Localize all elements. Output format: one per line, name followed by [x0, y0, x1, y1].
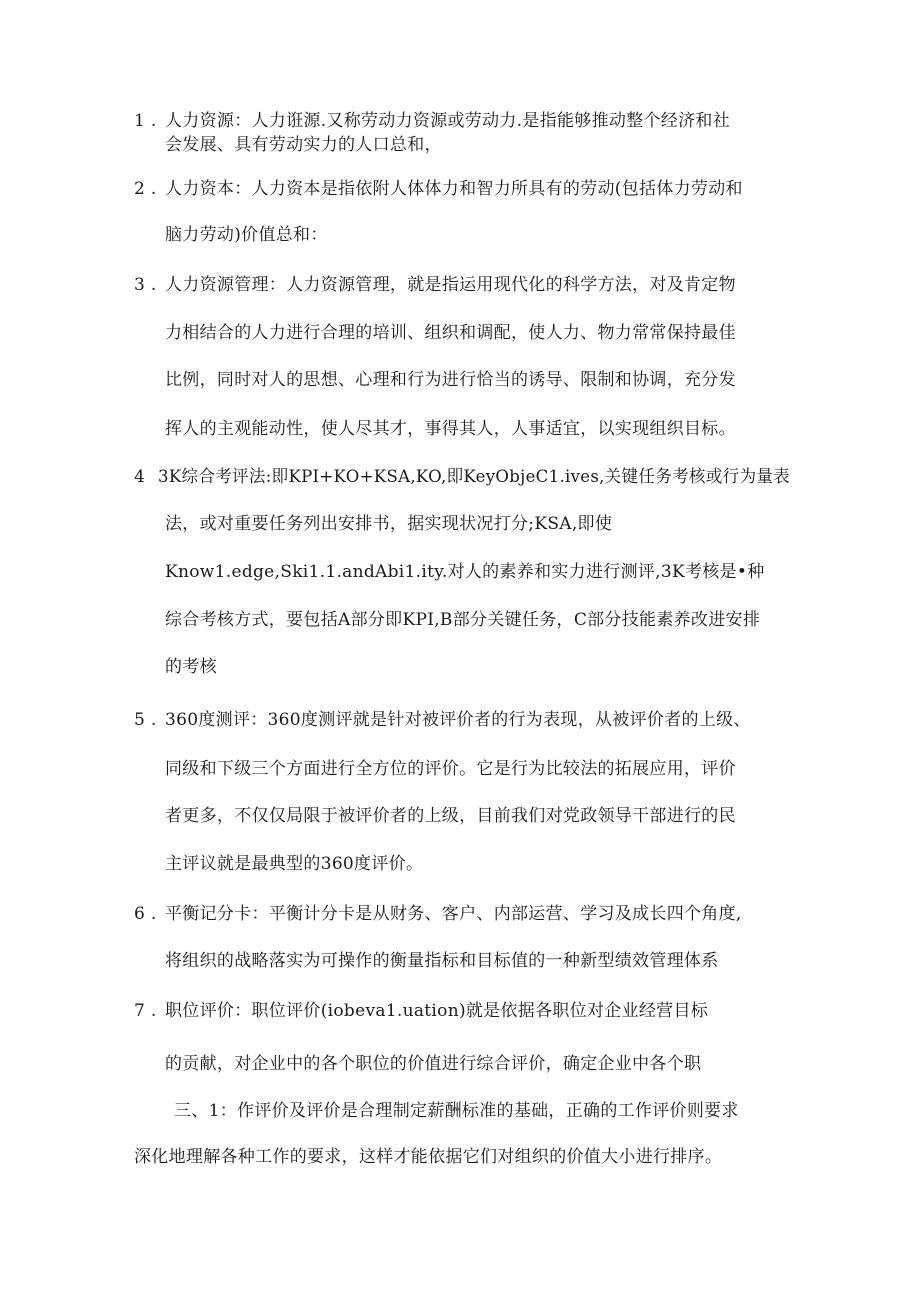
item-7-number: 7 . [134, 1001, 157, 1021]
item-2-line-2: 脑力劳动)价值总和： [165, 225, 328, 245]
item-4-line-4: 综合考核方式，要包括A部分即KPI,B部分关键任务，C部分技能素养改进安排 [165, 610, 761, 630]
item-6-line-1: 平衡记分卡：平衡计分卡是从财务、客户、内部运营、学习及成长四个角度, [165, 904, 742, 924]
item-5-line-3: 者更多，不仅仅局限于被评价者的上级，目前我们对党政领导干部进行的民 [165, 806, 736, 826]
item-4-line-3: Know1.edge,Ski1.1.andAbi1.ity.对人的素养和实力进行测评,3K考核是•种 [165, 562, 765, 582]
item-5-number: 5 . [134, 710, 157, 730]
item-4-line-5: 的考核 [165, 657, 217, 677]
item-6-line-2: 将组织的战略落实为可操作的衡量指标和目标值的一种新型绩效管理体系 [165, 951, 719, 971]
item-4-number: 4 [134, 467, 146, 487]
item-1-number: 1 . [134, 111, 157, 131]
item-7-line-1: 职位评价：职位评价(iobeva1.uation)就是依据各职位对企业经营目标 [165, 1001, 709, 1021]
item-4-line-1: 3K综合考评法:即KPI+KO+KSA,KO,即KeyObjeC1.ives,关键任务考核或行为量表 [158, 467, 791, 487]
item-5-line-1: 360度测评：360度测评就是针对被评价者的行为表现，从被评价者的上级、 [165, 710, 751, 730]
item-3-line-3: 比例，同时对人的思想、心理和行为进行恰当的诱导、限制和协调，充分发 [165, 370, 736, 390]
item-2-number: 2 . [134, 179, 157, 199]
item-4-line-2: 法，或对重要任务列出安排书，据实现状况打分;KSA,即使 [165, 514, 613, 534]
closing-line-1: 三、1：作评价及评价是合理制定薪酬标准的基础，正确的工作评价则要求 [174, 1101, 739, 1121]
item-3-line-2: 力相结合的人力进行合理的培训、组织和调配，使人力、物力常常保持最佳 [165, 323, 736, 343]
item-3-line-1: 人力资源管理：人力资源管理，就是指运用现代化的科学方法，对及肯定物 [165, 275, 736, 295]
item-5-line-2: 同级和下级三个方面进行全方位的评价。它是行为比较法的拓展应用，评价 [165, 759, 736, 779]
item-5-line-4: 主评议就是最典型的360度评价。 [165, 854, 424, 874]
item-3-number: 3 . [134, 275, 157, 295]
item-1-line-1: 人力资源：人力诳源.又称劳动力资源或劳动力.是指能够推动整个经济和社 [165, 111, 731, 131]
item-1-line-2: 会发展、具有劳动实力的人口总和， [165, 135, 442, 155]
closing-line-2: 深化地理解各种工作的要求，这样才能依据它们对组织的价值大小进行排序。 [134, 1147, 723, 1167]
item-2-line-1: 人力资本：人力资本是指依附人体体力和智力所具有的劳动(包括体力劳动和 [165, 179, 743, 199]
item-6-number: 6 . [134, 904, 157, 924]
item-3-line-4: 挥人的主观能动性，使人尽其才，事得其人，人事适宜，以实现组织目标。 [165, 419, 736, 439]
item-7-line-2: 的贡献，对企业中的各个职位的价值进行综合评价，确定企业中各个职 [165, 1054, 702, 1074]
